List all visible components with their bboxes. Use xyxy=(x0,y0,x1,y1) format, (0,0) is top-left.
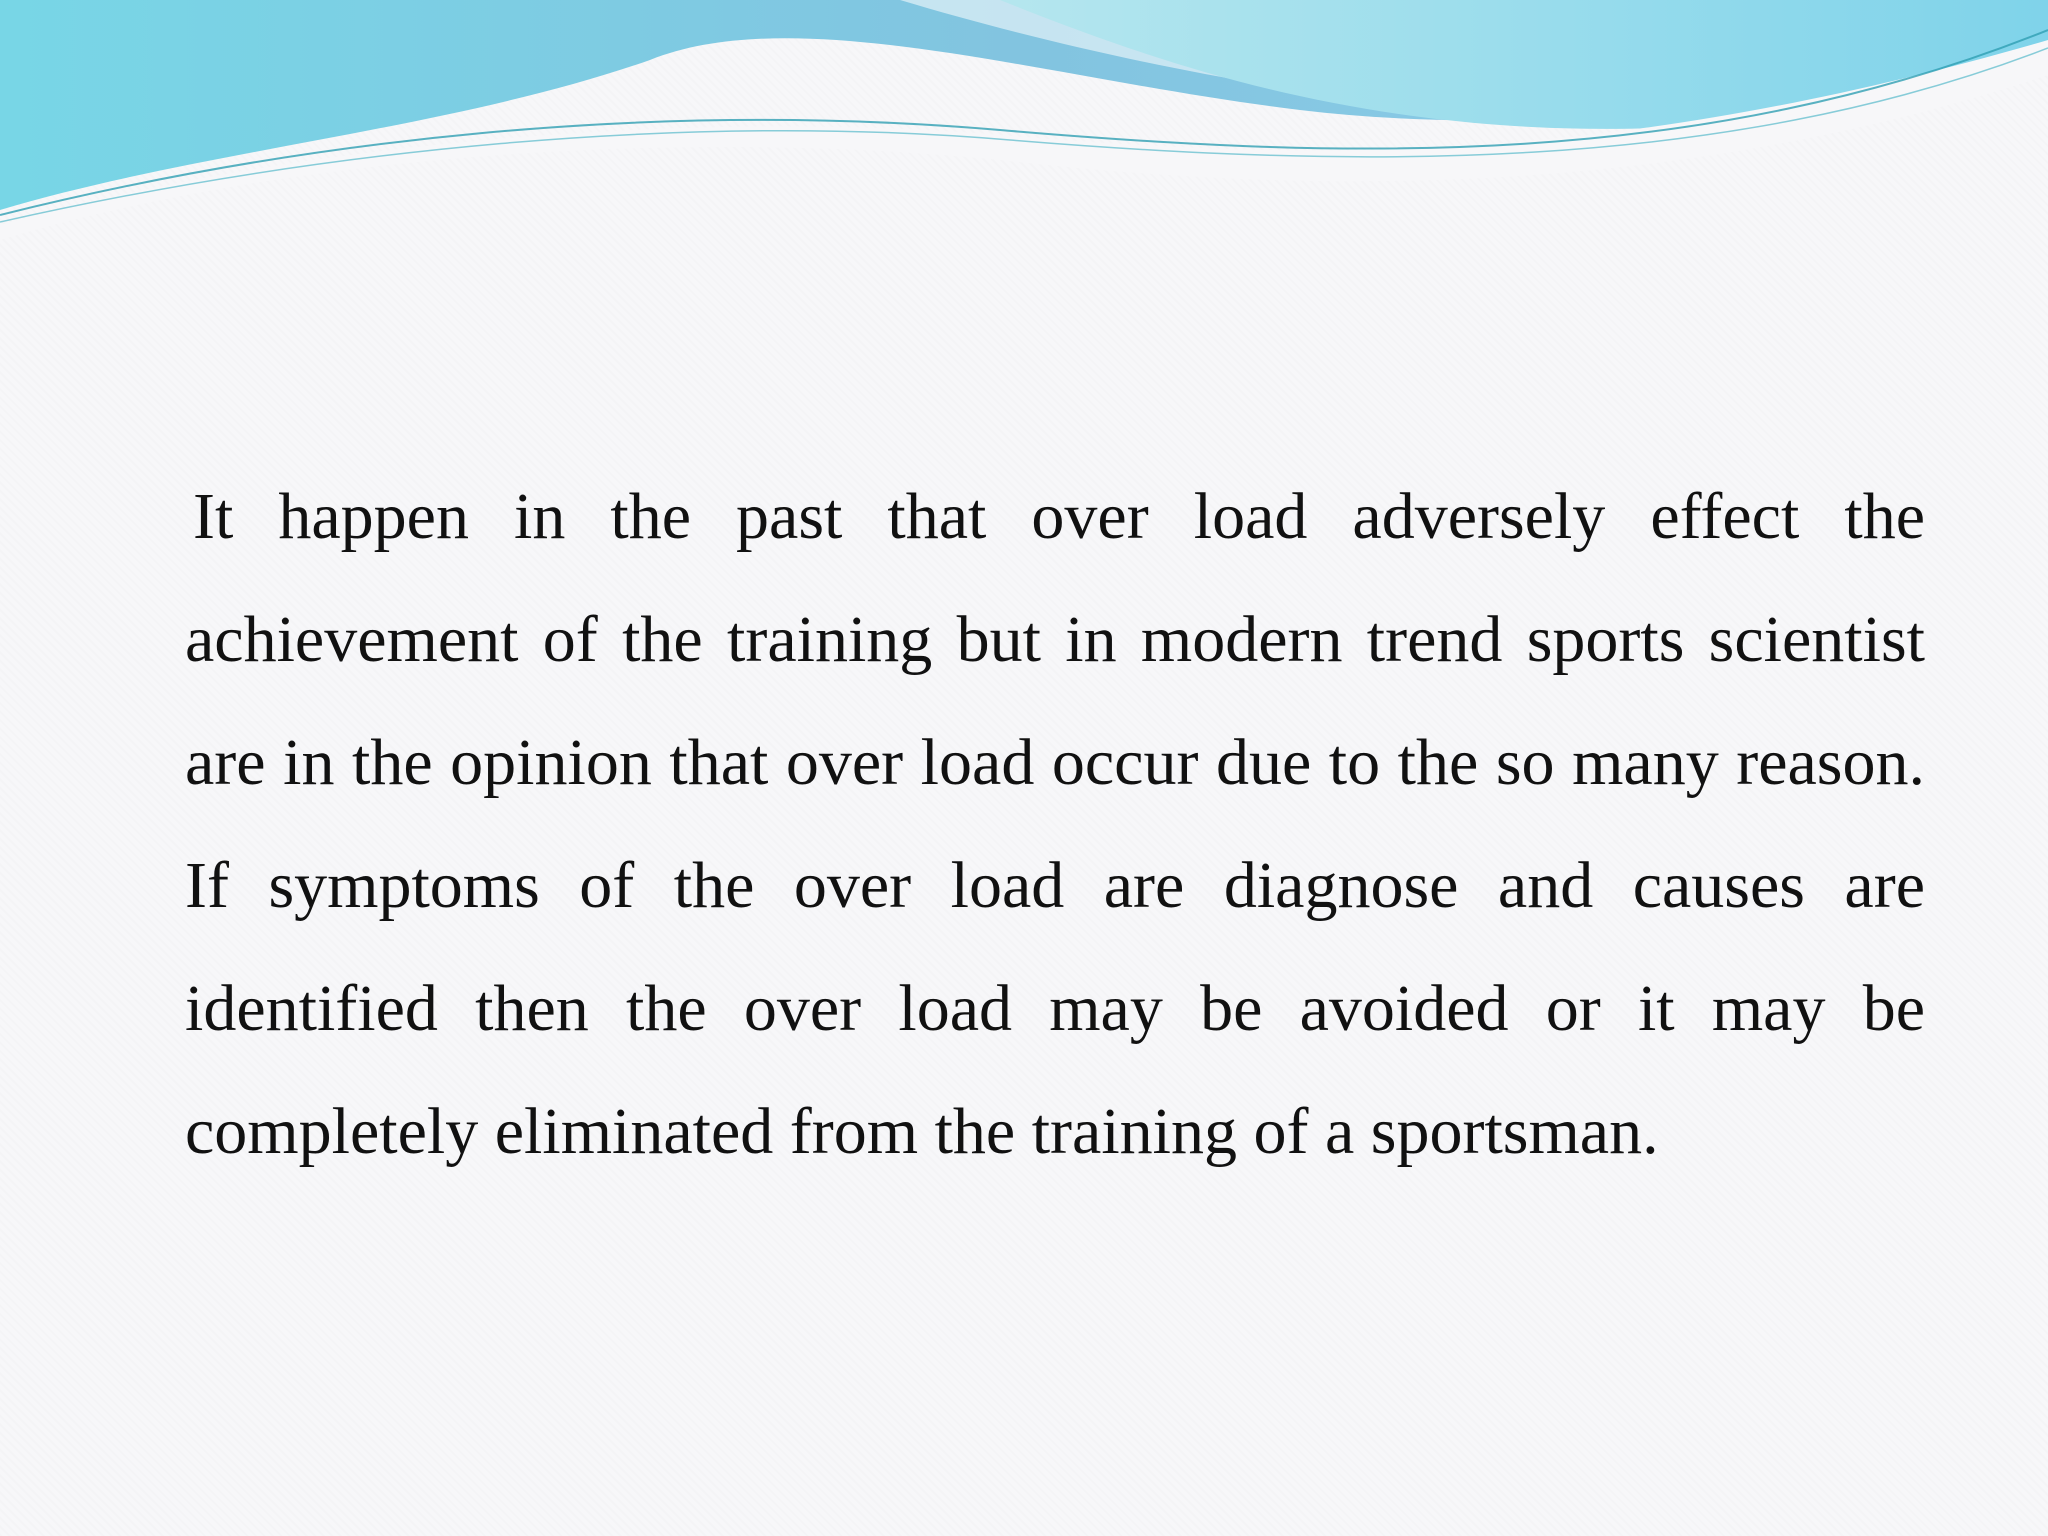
header-wave-decoration xyxy=(0,0,2048,240)
body-paragraph: It happen in the past that over load adversely effect the achievement of the training but in modern trend sports scientist are in the opinion that over load occur due to the so many reason. If symptoms of the over load are diagnose and causes are identified then the over load may be avoided or it may be completely eliminated from the training of a sportsman. xyxy=(185,480,1925,1168)
